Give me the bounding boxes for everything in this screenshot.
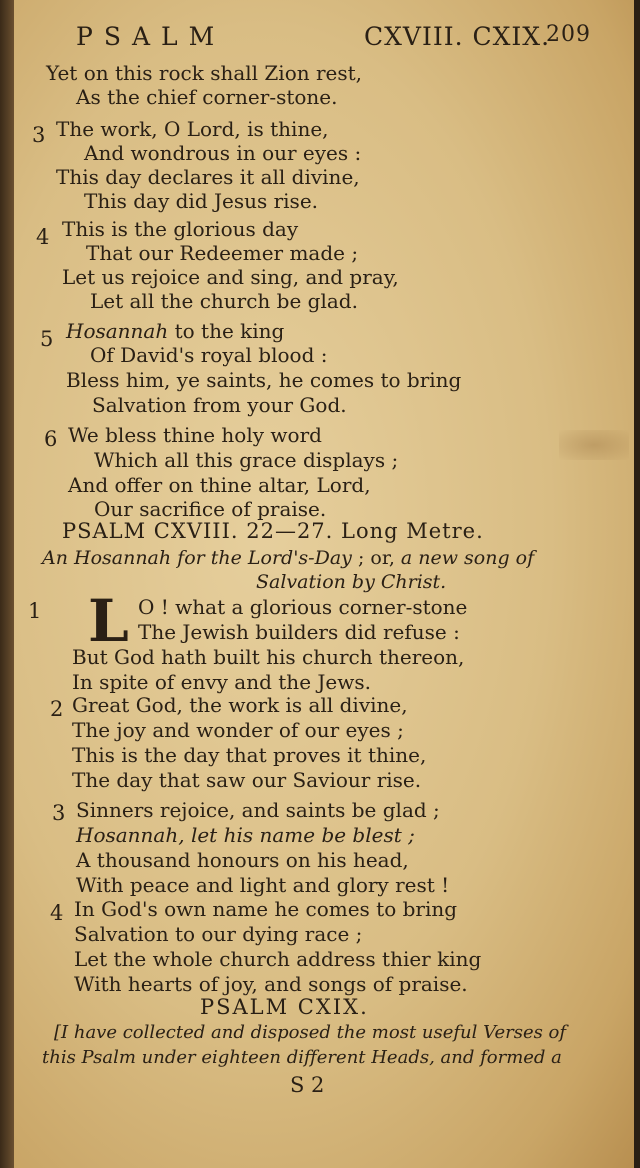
header-psalm-numbers: CXVIII. CXIX. (364, 22, 551, 51)
verse-line: Bless him, ye saints, he comes to bring (66, 368, 462, 392)
paper-stain (559, 430, 629, 460)
verse-line: Sinners rejoice, and saints be glad ; (76, 798, 440, 822)
verse-line: In God's own name he comes to bring (74, 897, 458, 921)
verse-line: Of David's royal blood : (90, 343, 328, 367)
running-header (76, 22, 596, 56)
verse-line: A thousand honours on his head, (76, 848, 409, 872)
editorial-note-line: this Psalm under eighteen different Heads, and formed a (42, 1047, 562, 1068)
verse-number: 6 (44, 427, 58, 451)
section-subtitle (42, 545, 534, 571)
verse-line: Let all the church be glad. (90, 289, 358, 313)
verse-number: 1 (28, 599, 42, 623)
verse-line: This is the glorious day (62, 217, 299, 241)
verse-line: We bless thine holy word (68, 423, 322, 447)
verse-line: This is the day that proves it thine, (72, 743, 427, 767)
section-subtitle-line-2: Salvation by Christ. (256, 571, 447, 593)
verse-line: Great God, the work is all divine, (72, 693, 408, 717)
editorial-note-line: [I have collected and disposed the most useful Verses of (54, 1022, 567, 1043)
verse-line: Hosannah, let his name be blest ; (76, 823, 415, 847)
verse-line: The joy and wonder of our eyes ; (72, 718, 404, 742)
verse-number: 3 (32, 123, 46, 147)
verse-line: With hearts of joy, and songs of praise. (74, 972, 468, 996)
hosannah-italic: Hosannah (66, 319, 169, 343)
subtitle-part-1: An Hosannah for the Lord's-Day (42, 547, 352, 569)
verse-line: As the chief corner-stone. (76, 85, 338, 109)
subtitle-part-2: a new song of (400, 547, 535, 569)
verse-line: The Jewish builders did refuse : (138, 620, 460, 644)
verse-number: 2 (50, 697, 64, 721)
verse-line: Salvation to our dying race ; (74, 922, 363, 946)
page-number: 209 (546, 22, 591, 47)
section-heading: PSALM CXIX. (200, 995, 369, 1019)
signature-mark: S 2 (290, 1073, 325, 1097)
header-psalm: PSALM (76, 22, 226, 51)
verse-line: And offer on thine altar, Lord, (68, 473, 371, 497)
verse-number: 5 (40, 327, 54, 351)
section-heading: PSALM CXVIII. 22—27. Long Metre. (62, 519, 484, 543)
verse-number: 4 (36, 225, 50, 249)
verse-line: But God hath built his church thereon, (72, 645, 465, 669)
verse-line: And wondrous in our eyes : (84, 141, 362, 165)
verse-line: Which all this grace displays ; (94, 448, 399, 472)
book-gutter (0, 0, 14, 1168)
verse-line: The day that saw our Saviour rise. (72, 768, 422, 792)
verse-line: The work, O Lord, is thine, (56, 117, 329, 141)
verse-line: That our Redeemer made ; (86, 241, 359, 265)
drop-cap: L (88, 587, 129, 655)
verse-line: Let us rejoice and sing, and pray, (62, 265, 399, 289)
verse-number: 4 (50, 901, 64, 925)
verse-line-rest: to the king (168, 319, 285, 343)
verse-line: Let the whole church address thier king (74, 947, 482, 971)
verse-line: This day did Jesus rise. (84, 189, 319, 213)
verse-line: With peace and light and glory rest ! (76, 873, 450, 897)
book-page (14, 0, 634, 1168)
verse-number: 3 (52, 801, 66, 825)
verse-line (66, 318, 284, 344)
subtitle-separator: ; or, (351, 547, 401, 569)
verse-line: Yet on this rock shall Zion rest, (46, 61, 363, 85)
verse-line: O ! what a glorious corner-stone (138, 595, 468, 619)
verse-line: This day declares it all divine, (56, 165, 360, 189)
verse-line: In spite of envy and the Jews. (72, 670, 371, 694)
verse-line: Our sacrifice of praise. (94, 497, 327, 521)
verse-line: Salvation from your God. (92, 393, 347, 417)
